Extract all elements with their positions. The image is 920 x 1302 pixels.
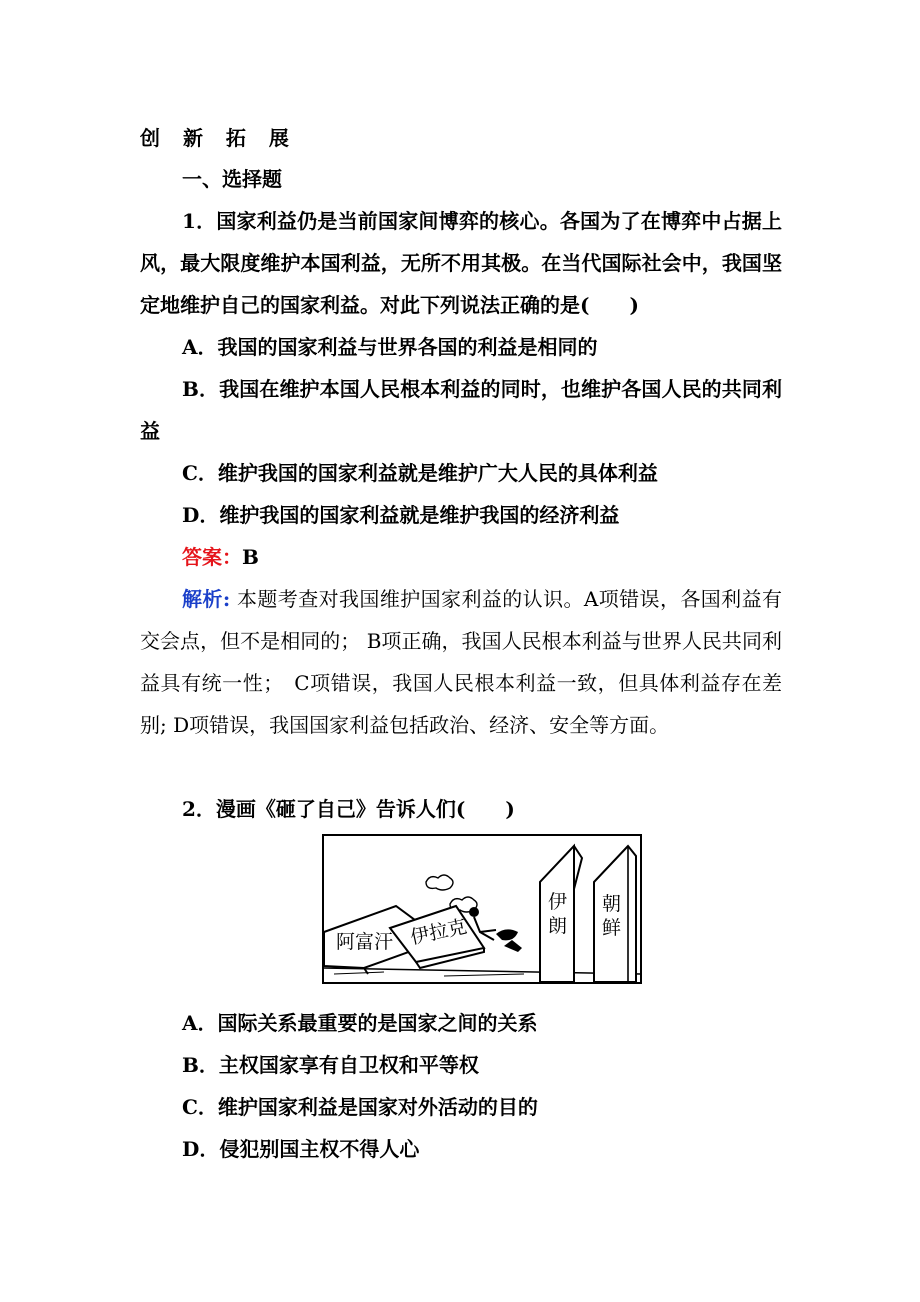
section-title: 创 新 拓 展 [140, 126, 297, 150]
cartoon-image [322, 834, 642, 984]
cartoon-label-dprk-1: 朝 [602, 893, 622, 915]
q1-option-a: A．我国的国家利益与世界各国的利益是相同的 [182, 335, 598, 359]
q2-option-a: A．国际关系最重要的是国家之间的关系 [182, 1011, 538, 1035]
answer-value: B [242, 545, 259, 569]
q1-option-b: B．我国在维护本国人民根本利益的同时，也维护各国人民的共同利益 [140, 377, 782, 443]
subsection-title: 一、选择题 [182, 167, 282, 191]
q1-answer [140, 536, 782, 578]
question-2-stem: 2．漫画《砸了自己》告诉人们( ) [182, 797, 515, 821]
cartoon-label-iraq: 伊拉克 [408, 915, 469, 949]
question-1-stem: 1．国家利益仍是当前国家间博弈的核心。各国为了在博弈中占据上风，最大限度维护本国利益，无所不用其极。在当代国际社会中，我国坚定地维护自己的国家利益。对此下列说法正确的是( ) [140, 209, 782, 317]
analysis-text: 本题考查对我国维护国家利益的认识。A项错误，各国利益有交会点，但不是相同的； B项正确，我国人民根本利益与世界人民共同利益具有统一性； C项错误，我国人民根本利益一致，但具体利益存在差别; D项错误，我国国家利益包括政治、经济、安全等方面。 [140, 587, 782, 737]
answer-label: 答案： [182, 545, 242, 569]
q1-analysis [140, 578, 782, 788]
q2-option-d: D．侵犯别国主权不得人心 [182, 1137, 420, 1161]
q1-option-d: D．维护我国的国家利益就是维护我国的经济利益 [182, 503, 620, 527]
cartoon-label-iran-2: 朗 [548, 915, 568, 937]
cartoon-label-iran-1: 伊 [548, 891, 568, 913]
cartoon-label-afghanistan: 阿富汗 [336, 931, 394, 953]
cartoon-figure-wrap [140, 830, 782, 1002]
q2-option-c: C．维护国家利益是国家对外活动的目的 [182, 1095, 538, 1119]
q2-option-b: B．主权国家享有自卫权和平等权 [182, 1053, 479, 1077]
analysis-label: 解析: [182, 587, 231, 611]
document-page [140, 118, 782, 1170]
cartoon-drawing [324, 836, 640, 982]
q1-option-c: C．维护我国的国家利益就是维护广大人民的具体利益 [182, 461, 658, 485]
cartoon-label-dprk-2: 鲜 [602, 917, 622, 939]
